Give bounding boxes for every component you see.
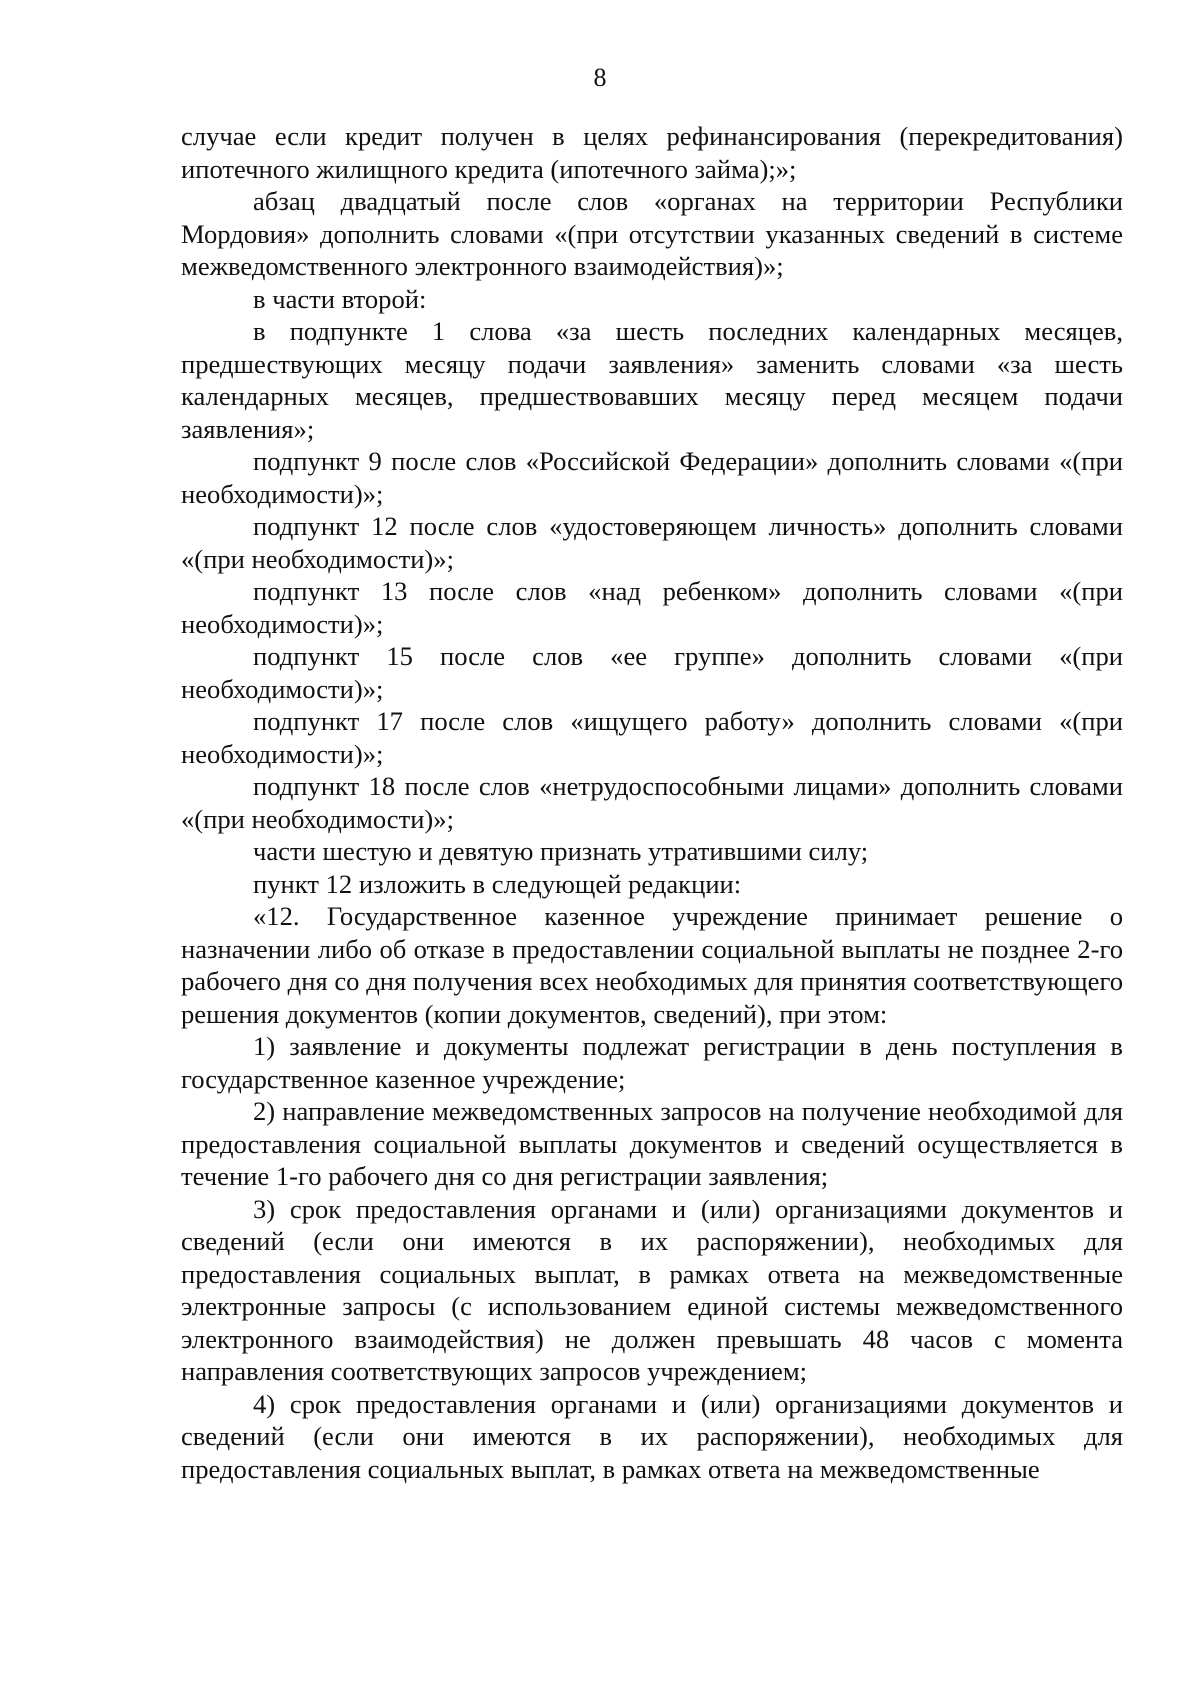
paragraph-2: абзац двадцатый после слов «органах на территории Республики Мордовия» дополнить словами «(при отсутствии указанных сведений в системе межведомственного электронного взаимодействия)»; (181, 186, 1123, 281)
paragraph-5: подпункт 9 после слов «Российской Федерации» дополнить словами «(при необходимости)»; (181, 446, 1123, 509)
paragraph-1: случае если кредит получен в целях рефинансирования (перекредитования) ипотечного жилищного кредита (ипотечного займа);»; (181, 121, 1123, 184)
paragraph-9: подпункт 17 после слов «ищущего работу» дополнить словами «(при необходимости)»; (181, 706, 1123, 769)
page-number: 8 (593, 63, 607, 92)
paragraph-10: подпункт 18 после слов «нетрудоспособными лицами» дополнить словами «(при необходимости)»; (181, 771, 1123, 834)
body-text (181, 120, 1123, 1485)
paragraph-15: 2) направление межведомственных запросов на получение необходимой для предоставления социальной выплаты документов и сведений осуществляется в течение 1-го рабочего дня со дня регистрации заявления; (181, 1096, 1123, 1191)
paragraph-16: 3) срок предоставления органами и (или) организациями документов и сведений (если они имеются в их распоряжении), необходимых для предоставления социальных выплат, в рамках ответа на межведомственные электронные запросы (с использованием единой системы межведомственного электронного взаимодействия) не должен превышать 48 часов с момента направления соответствующих запросов учреждением; (181, 1193, 1123, 1386)
paragraph-14: 1) заявление и документы подлежат регистрации в день поступления в государственное казенное учреждение; (181, 1031, 1123, 1094)
paragraph-7: подпункт 13 после слов «над ребенком» дополнить словами «(при необходимости)»; (181, 576, 1123, 639)
paragraph-12: пункт 12 изложить в следующей редакции: (253, 868, 742, 899)
paragraph-8: подпункт 15 после слов «ее группе» дополнить словами «(при необходимости)»; (181, 641, 1123, 704)
paragraph-17: 4) срок предоставления органами и (или) организациями документов и сведений (если они имеются в их распоряжении), необходимых для предоставления социальных выплат, в рамках ответа на межведомственные (181, 1388, 1123, 1484)
paragraph-3: в части второй: (253, 283, 427, 314)
paragraph-4: в подпункте 1 слова «за шесть последних календарных месяцев, предшествующих месяцу подачи заявления» заменить словами «за шесть календарных месяцев, предшествовавших месяцу перед месяцем подачи заявления»; (181, 316, 1123, 444)
paragraph-11: части шестую и девятую признать утратившими силу; (253, 836, 869, 866)
paragraph-13: «12. Государственное казенное учреждение принимает решение о назначении либо об отказе в предоставлении социальной выплаты не позднее 2-го рабочего дня со дня получения всех необходимых для принятия соответствующего решения документов (копии документов, сведений), при этом: (181, 901, 1123, 1029)
paragraph-6: подпункт 12 после слов «удостоверяющем личность» дополнить словами «(при необходимости)»; (181, 511, 1123, 574)
